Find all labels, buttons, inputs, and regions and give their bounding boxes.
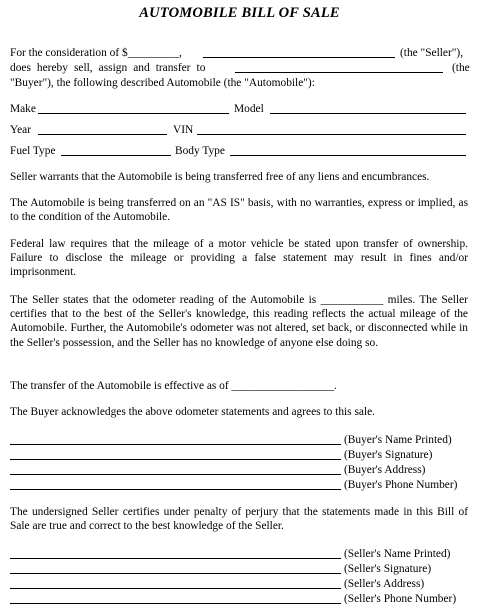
- make-field[interactable]: [38, 113, 229, 114]
- seller-phone-label: (Seller's Phone Number): [344, 593, 457, 605]
- odometer-text-b: miles. The Seller certifies that to the best of the Seller's knowledge, this reading reflects the actual mileage of the Automobile. Further, the Automobile's odometer was not altered, set back, or disconnected while in the Seller's possession, and the Seller has no knowledge of anyone else doing so.: [10, 294, 468, 349]
- odometer-paragraph: [10, 293, 468, 350]
- seller-address-line[interactable]: [10, 588, 341, 589]
- buyer-role-label: (the: [452, 62, 470, 74]
- buyer-signature-line[interactable]: [10, 459, 341, 460]
- odometer-text-a: The Seller states that the odometer reading of the Automobile is: [10, 294, 317, 306]
- vin-field[interactable]: [197, 134, 466, 135]
- seller-name-blank[interactable]: [203, 57, 395, 58]
- seller-signature-line[interactable]: [10, 573, 341, 574]
- consideration-line-2-text: does hereby sell, assign and transfer to: [10, 62, 206, 74]
- warranty-paragraph: Seller warrants that the Automobile is being transferred free of any liens and encumbrances.: [10, 171, 430, 183]
- buyer-name-blank[interactable]: [235, 72, 443, 73]
- effective-date-line: [10, 379, 337, 393]
- seller-certification: The undersigned Seller certifies under penalty of perjury that the statements made in this Bill of Sale are true and correct to the best knowledge of the Seller.: [10, 506, 468, 533]
- buyer-address-line[interactable]: [10, 474, 341, 475]
- effective-prefix: The transfer of the Automobile is effective as of: [10, 380, 229, 392]
- body-type-field[interactable]: [230, 155, 466, 156]
- seller-name-printed-label: (Seller's Name Printed): [344, 548, 451, 560]
- as-is-paragraph: The Automobile is being transferred on an "AS IS" basis, with no warranties, express or implied, as to the condition of the Automobile.: [10, 197, 468, 224]
- model-field[interactable]: [270, 113, 466, 114]
- fuel-type-label: Fuel Type: [10, 145, 56, 157]
- body-type-label: Body Type: [175, 145, 225, 157]
- consideration-amount-blank[interactable]: _________: [127, 47, 179, 59]
- year-label: Year: [10, 124, 31, 136]
- consideration-line-3: "Buyer"), the following described Automobile (the "Automobile"):: [10, 77, 315, 89]
- effective-date-blank[interactable]: __________________: [231, 380, 335, 392]
- effective-period: .: [334, 380, 337, 392]
- seller-signature-label: (Seller's Signature): [344, 563, 432, 575]
- seller-address-label: (Seller's Address): [344, 578, 425, 590]
- consideration-prefix: For the consideration of $: [10, 47, 128, 59]
- year-field[interactable]: [38, 134, 167, 135]
- buyer-phone-line[interactable]: [10, 489, 341, 490]
- vin-label: VIN: [173, 124, 194, 136]
- buyer-address-label: (Buyer's Address): [344, 464, 426, 476]
- buyer-acknowledgment: The Buyer acknowledges the above odometer statements and agrees to this sale.: [10, 406, 376, 418]
- federal-law-paragraph: Federal law requires that the mileage of a motor vehicle be stated upon transfer of ownership. Failure to disclose the mileage or providing a false statement may result in fines and/or imprisonment.: [10, 238, 468, 279]
- seller-role-label: (the "Seller"),: [400, 47, 464, 59]
- seller-phone-line[interactable]: [10, 603, 341, 604]
- make-label: Make: [10, 103, 36, 115]
- document-title: AUTOMOBILE BILL OF SALE: [139, 5, 340, 21]
- consideration-comma: ,: [178, 47, 182, 59]
- model-label: Model: [234, 103, 264, 115]
- consideration-line-1: [10, 46, 182, 60]
- odometer-reading-blank[interactable]: ___________: [320, 294, 384, 306]
- buyer-name-printed-line[interactable]: [10, 444, 341, 445]
- buyer-phone-label: (Buyer's Phone Number): [344, 479, 458, 491]
- buyer-name-printed-label: (Buyer's Name Printed): [344, 434, 452, 446]
- fuel-type-field[interactable]: [61, 155, 171, 156]
- seller-name-printed-line[interactable]: [10, 558, 341, 559]
- buyer-signature-label: (Buyer's Signature): [344, 449, 433, 461]
